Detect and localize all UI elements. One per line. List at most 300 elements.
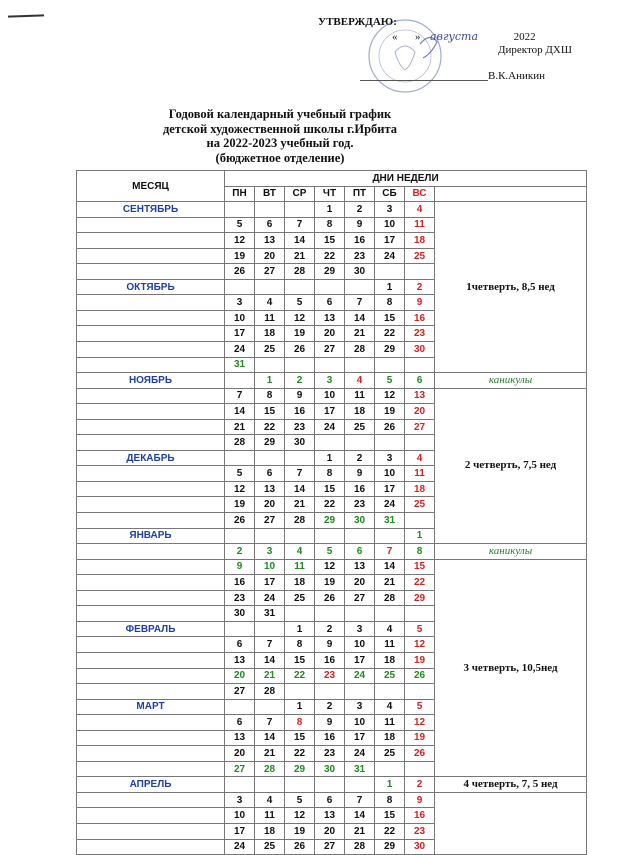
day-cell: 3 — [345, 621, 375, 637]
day-cell — [315, 435, 345, 451]
day-cell — [285, 357, 315, 373]
day-cell: 13 — [405, 388, 435, 404]
calendar-row — [77, 202, 587, 218]
day-cell: 1 — [375, 279, 405, 295]
day-cell: 5 — [225, 466, 255, 482]
day-cell: 1 — [285, 699, 315, 715]
day-cell: 10 — [315, 388, 345, 404]
month-cell-empty — [77, 637, 225, 653]
day-cell: 18 — [375, 652, 405, 668]
day-cell: 21 — [375, 575, 405, 591]
day-cell: 11 — [255, 808, 285, 824]
day-cell — [315, 777, 345, 793]
day-cell: 7 — [285, 466, 315, 482]
day-cell: 23 — [405, 823, 435, 839]
day-cell: 25 — [405, 248, 435, 264]
day-cell: 16 — [315, 652, 345, 668]
day-cell: 7 — [285, 217, 315, 233]
weekday-thu: ЧТ — [315, 186, 345, 202]
day-cell: 17 — [375, 481, 405, 497]
day-cell: 1 — [405, 528, 435, 544]
day-cell — [255, 279, 285, 295]
day-cell — [255, 357, 285, 373]
day-cell: 16 — [345, 481, 375, 497]
calendar-row — [77, 777, 587, 793]
day-cell: 2 — [225, 544, 255, 560]
day-cell: 14 — [255, 652, 285, 668]
day-cell: 6 — [225, 715, 255, 731]
day-cell: 15 — [375, 808, 405, 824]
day-cell: 17 — [225, 326, 255, 342]
day-cell: 4 — [405, 450, 435, 466]
approval-name: В.К.Аникин — [488, 70, 546, 82]
day-cell: 1 — [315, 450, 345, 466]
title-line-4: (бюджетное отделение) — [215, 150, 345, 165]
day-cell: 28 — [225, 435, 255, 451]
day-cell: 8 — [255, 388, 285, 404]
day-cell — [285, 684, 315, 700]
day-cell: 26 — [405, 746, 435, 762]
day-cell: 5 — [285, 295, 315, 311]
day-cell — [225, 279, 255, 295]
day-cell: 12 — [375, 388, 405, 404]
day-cell: 25 — [285, 590, 315, 606]
day-cell: 17 — [255, 575, 285, 591]
day-cell: 14 — [375, 559, 405, 575]
day-cell: 26 — [315, 590, 345, 606]
day-cell: 6 — [225, 637, 255, 653]
day-cell: 15 — [405, 559, 435, 575]
title-line-3: на 2022-2023 учебный год. — [206, 136, 354, 150]
day-cell: 23 — [285, 419, 315, 435]
day-cell: 7 — [225, 388, 255, 404]
day-cell: 5 — [315, 544, 345, 560]
month-cell-empty — [77, 590, 225, 606]
day-cell: 27 — [255, 513, 285, 529]
day-cell: 25 — [375, 746, 405, 762]
day-cell: 9 — [405, 792, 435, 808]
day-cell: 30 — [345, 513, 375, 529]
day-cell: 6 — [345, 544, 375, 560]
day-cell: 10 — [255, 559, 285, 575]
day-cell: 19 — [405, 730, 435, 746]
calendar-table — [76, 170, 587, 855]
month-cell-empty — [77, 792, 225, 808]
weekday-tue: ВТ — [255, 186, 285, 202]
day-cell: 26 — [225, 513, 255, 529]
day-cell: 9 — [315, 715, 345, 731]
day-cell: 28 — [255, 761, 285, 777]
day-cell: 15 — [285, 730, 315, 746]
month-cell-empty — [77, 388, 225, 404]
day-cell: 16 — [405, 310, 435, 326]
document-title — [150, 107, 410, 165]
month-cell-empty — [77, 419, 225, 435]
day-cell: 20 — [405, 404, 435, 420]
day-cell — [375, 761, 405, 777]
day-cell: 5 — [285, 792, 315, 808]
month-label-jan: ЯНВАРЬ — [77, 528, 225, 544]
day-cell: 30 — [405, 839, 435, 855]
day-cell: 21 — [345, 326, 375, 342]
day-cell: 20 — [315, 326, 345, 342]
notes-header — [435, 186, 587, 202]
day-cell: 4 — [285, 544, 315, 560]
day-cell: 11 — [255, 310, 285, 326]
day-cell: 25 — [255, 342, 285, 358]
day-cell: 14 — [285, 233, 315, 249]
day-cell: 25 — [255, 839, 285, 855]
day-cell — [255, 699, 285, 715]
month-label-dec: ДЕКАБРЬ — [77, 450, 225, 466]
day-cell — [285, 606, 315, 622]
day-cell: 13 — [315, 808, 345, 824]
day-cell — [375, 357, 405, 373]
day-cell — [285, 450, 315, 466]
approval-date-open-quote: « — [392, 31, 398, 43]
day-cell: 16 — [345, 233, 375, 249]
day-cell: 31 — [255, 606, 285, 622]
day-cell: 19 — [285, 823, 315, 839]
month-cell-empty — [77, 823, 225, 839]
day-cell — [405, 357, 435, 373]
day-cell — [285, 777, 315, 793]
day-cell: 4 — [255, 295, 285, 311]
approval-date — [392, 30, 536, 43]
day-cell: 13 — [225, 652, 255, 668]
day-cell: 3 — [255, 544, 285, 560]
day-cell: 8 — [285, 637, 315, 653]
day-cell: 13 — [225, 730, 255, 746]
month-cell-empty — [77, 435, 225, 451]
day-cell: 23 — [225, 590, 255, 606]
day-cell: 7 — [255, 637, 285, 653]
day-cell — [345, 606, 375, 622]
day-cell: 30 — [225, 606, 255, 622]
day-cell: 15 — [315, 481, 345, 497]
day-cell: 3 — [225, 792, 255, 808]
month-label-sep: СЕНТЯБРЬ — [77, 202, 225, 218]
day-cell: 23 — [315, 746, 345, 762]
day-cell — [285, 528, 315, 544]
note-q3: 3 четверть, 10,5нед — [435, 559, 587, 777]
month-cell-empty — [77, 295, 225, 311]
day-cell: 28 — [345, 342, 375, 358]
month-cell-empty — [77, 668, 225, 684]
day-cell: 12 — [285, 310, 315, 326]
day-cell: 8 — [315, 466, 345, 482]
day-cell — [315, 357, 345, 373]
day-cell: 22 — [405, 575, 435, 591]
day-cell: 3 — [315, 373, 345, 389]
day-cell — [375, 606, 405, 622]
month-label-oct: ОКТЯБРЬ — [77, 279, 225, 295]
day-cell: 29 — [375, 342, 405, 358]
day-cell — [375, 684, 405, 700]
day-cell: 22 — [375, 823, 405, 839]
day-cell: 7 — [255, 715, 285, 731]
day-cell: 18 — [255, 326, 285, 342]
day-cell: 24 — [345, 668, 375, 684]
day-cell — [345, 777, 375, 793]
day-cell: 8 — [285, 715, 315, 731]
day-cell: 24 — [375, 248, 405, 264]
day-cell: 1 — [285, 621, 315, 637]
day-cell: 14 — [345, 310, 375, 326]
day-cell — [345, 357, 375, 373]
day-cell: 16 — [315, 730, 345, 746]
signature-line — [360, 80, 488, 81]
day-cell: 10 — [225, 808, 255, 824]
day-cell: 10 — [375, 217, 405, 233]
day-cell: 22 — [255, 419, 285, 435]
day-cell: 24 — [255, 590, 285, 606]
month-label-feb: ФЕВРАЛЬ — [77, 621, 225, 637]
day-cell: 2 — [345, 202, 375, 218]
day-cell: 20 — [315, 823, 345, 839]
day-cell: 2 — [315, 699, 345, 715]
day-cell: 3 — [375, 202, 405, 218]
note-q1: 1четверть, 8,5 нед — [435, 202, 587, 373]
day-cell: 1 — [375, 777, 405, 793]
day-cell: 31 — [375, 513, 405, 529]
day-cell: 23 — [315, 668, 345, 684]
day-cell — [315, 606, 345, 622]
month-label-apr: АПРЕЛЬ — [77, 777, 225, 793]
month-cell-empty — [77, 808, 225, 824]
title-line-1: Годовой календарный учебный график — [168, 107, 392, 121]
day-cell: 2 — [405, 279, 435, 295]
day-cell: 31 — [345, 761, 375, 777]
day-cell: 2 — [315, 621, 345, 637]
day-cell — [405, 435, 435, 451]
day-cell: 15 — [285, 652, 315, 668]
header-row-1 — [77, 171, 587, 187]
day-cell: 18 — [285, 575, 315, 591]
day-cell: 4 — [375, 621, 405, 637]
day-cell — [225, 528, 255, 544]
note-q4: 4 четверть, 7, 5 нед — [435, 777, 587, 793]
day-cell: 9 — [315, 637, 345, 653]
day-cell: 6 — [315, 792, 345, 808]
day-cell: 19 — [375, 404, 405, 420]
day-cell: 10 — [375, 466, 405, 482]
day-cell: 1 — [255, 373, 285, 389]
day-cell: 18 — [405, 233, 435, 249]
day-cell: 12 — [285, 808, 315, 824]
day-cell: 18 — [405, 481, 435, 497]
day-cell — [345, 684, 375, 700]
day-cell: 17 — [315, 404, 345, 420]
day-cell: 20 — [225, 746, 255, 762]
day-cell: 25 — [375, 668, 405, 684]
month-cell-empty — [77, 606, 225, 622]
day-cell: 27 — [225, 761, 255, 777]
title-line-2: детской художественной школы г.Ирбита — [162, 121, 398, 136]
day-cell: 12 — [405, 715, 435, 731]
approval-post: Директор ДХШ — [498, 44, 572, 56]
day-cell: 26 — [375, 419, 405, 435]
weekday-sat: СБ — [375, 186, 405, 202]
month-cell-empty — [77, 233, 225, 249]
day-cell: 4 — [405, 202, 435, 218]
month-cell-empty — [77, 730, 225, 746]
day-cell: 13 — [255, 481, 285, 497]
day-cell — [225, 373, 255, 389]
day-cell: 24 — [375, 497, 405, 513]
day-cell: 5 — [225, 217, 255, 233]
note-empty — [435, 792, 587, 854]
day-cell: 18 — [375, 730, 405, 746]
header-month: МЕСЯЦ — [77, 171, 225, 202]
day-cell: 10 — [345, 637, 375, 653]
month-cell-empty — [77, 761, 225, 777]
day-cell: 10 — [345, 715, 375, 731]
day-cell: 19 — [315, 575, 345, 591]
approval-date-close-quote: » — [415, 31, 421, 43]
day-cell: 21 — [255, 746, 285, 762]
day-cell: 12 — [225, 233, 255, 249]
day-cell: 27 — [345, 590, 375, 606]
day-cell: 28 — [255, 684, 285, 700]
day-cell: 9 — [285, 388, 315, 404]
day-cell — [405, 684, 435, 700]
month-cell-empty — [77, 684, 225, 700]
day-cell: 5 — [405, 699, 435, 715]
day-cell: 6 — [315, 295, 345, 311]
day-cell: 24 — [315, 419, 345, 435]
day-cell: 13 — [255, 233, 285, 249]
day-cell: 10 — [225, 310, 255, 326]
calendar-row — [77, 792, 587, 808]
day-cell — [405, 606, 435, 622]
month-cell-empty — [77, 310, 225, 326]
day-cell: 30 — [315, 761, 345, 777]
day-cell: 29 — [405, 590, 435, 606]
day-cell: 22 — [285, 746, 315, 762]
day-cell: 21 — [285, 248, 315, 264]
day-cell — [225, 202, 255, 218]
day-cell — [405, 264, 435, 280]
day-cell — [255, 528, 285, 544]
day-cell — [255, 621, 285, 637]
calendar-row — [77, 544, 587, 560]
day-cell: 19 — [225, 497, 255, 513]
day-cell: 13 — [345, 559, 375, 575]
day-cell: 15 — [315, 233, 345, 249]
day-cell: 16 — [405, 808, 435, 824]
calendar-row — [77, 559, 587, 575]
day-cell: 22 — [315, 497, 345, 513]
day-cell — [255, 777, 285, 793]
approval-year: 2022 — [513, 31, 536, 43]
day-cell: 14 — [285, 481, 315, 497]
day-cell: 25 — [405, 497, 435, 513]
day-cell: 26 — [285, 342, 315, 358]
day-cell — [225, 450, 255, 466]
day-cell: 6 — [255, 466, 285, 482]
day-cell: 18 — [345, 404, 375, 420]
day-cell: 8 — [375, 295, 405, 311]
day-cell: 20 — [255, 248, 285, 264]
day-cell: 27 — [315, 342, 345, 358]
month-label-mar: МАРТ — [77, 699, 225, 715]
calendar-body — [77, 202, 587, 855]
day-cell: 21 — [255, 668, 285, 684]
day-cell — [345, 528, 375, 544]
day-cell — [375, 528, 405, 544]
day-cell: 30 — [285, 435, 315, 451]
month-label-nov: НОЯБРЬ — [77, 373, 225, 389]
day-cell: 30 — [405, 342, 435, 358]
day-cell: 6 — [255, 217, 285, 233]
approval-date-month: августа — [430, 30, 479, 43]
day-cell: 15 — [255, 404, 285, 420]
calendar-row — [77, 388, 587, 404]
day-cell: 2 — [405, 777, 435, 793]
day-cell: 12 — [405, 637, 435, 653]
day-cell: 29 — [255, 435, 285, 451]
month-cell-empty — [77, 559, 225, 575]
month-cell-empty — [77, 746, 225, 762]
day-cell: 27 — [225, 684, 255, 700]
day-cell: 28 — [375, 590, 405, 606]
month-cell-empty — [77, 404, 225, 420]
day-cell: 17 — [375, 233, 405, 249]
day-cell — [225, 777, 255, 793]
day-cell: 27 — [315, 839, 345, 855]
month-cell-empty — [77, 357, 225, 373]
month-cell-empty — [77, 466, 225, 482]
day-cell: 11 — [375, 637, 405, 653]
day-cell: 8 — [405, 544, 435, 560]
day-cell — [315, 279, 345, 295]
day-cell: 2 — [285, 373, 315, 389]
month-cell-empty — [77, 342, 225, 358]
day-cell: 11 — [345, 388, 375, 404]
day-cell: 7 — [375, 544, 405, 560]
day-cell: 7 — [345, 792, 375, 808]
corner-mark — [8, 14, 44, 17]
month-cell-empty — [77, 264, 225, 280]
day-cell: 16 — [285, 404, 315, 420]
day-cell: 23 — [345, 248, 375, 264]
day-cell — [405, 761, 435, 777]
day-cell: 29 — [315, 513, 345, 529]
day-cell: 8 — [315, 217, 345, 233]
day-cell: 16 — [225, 575, 255, 591]
month-cell-empty — [77, 217, 225, 233]
note-vac_nov: каникулы — [435, 373, 587, 389]
day-cell: 27 — [405, 419, 435, 435]
day-cell: 19 — [405, 652, 435, 668]
day-cell: 22 — [375, 326, 405, 342]
day-cell: 4 — [255, 792, 285, 808]
weekday-wed: СР — [285, 186, 315, 202]
day-cell: 9 — [345, 217, 375, 233]
day-cell: 21 — [225, 419, 255, 435]
day-cell — [345, 279, 375, 295]
day-cell: 1 — [315, 202, 345, 218]
day-cell: 11 — [375, 715, 405, 731]
day-cell: 9 — [405, 295, 435, 311]
day-cell: 7 — [345, 295, 375, 311]
day-cell: 29 — [375, 839, 405, 855]
month-cell-empty — [77, 248, 225, 264]
day-cell: 27 — [255, 264, 285, 280]
day-cell: 30 — [345, 264, 375, 280]
header-days: ДНИ НЕДЕЛИ — [225, 171, 587, 187]
